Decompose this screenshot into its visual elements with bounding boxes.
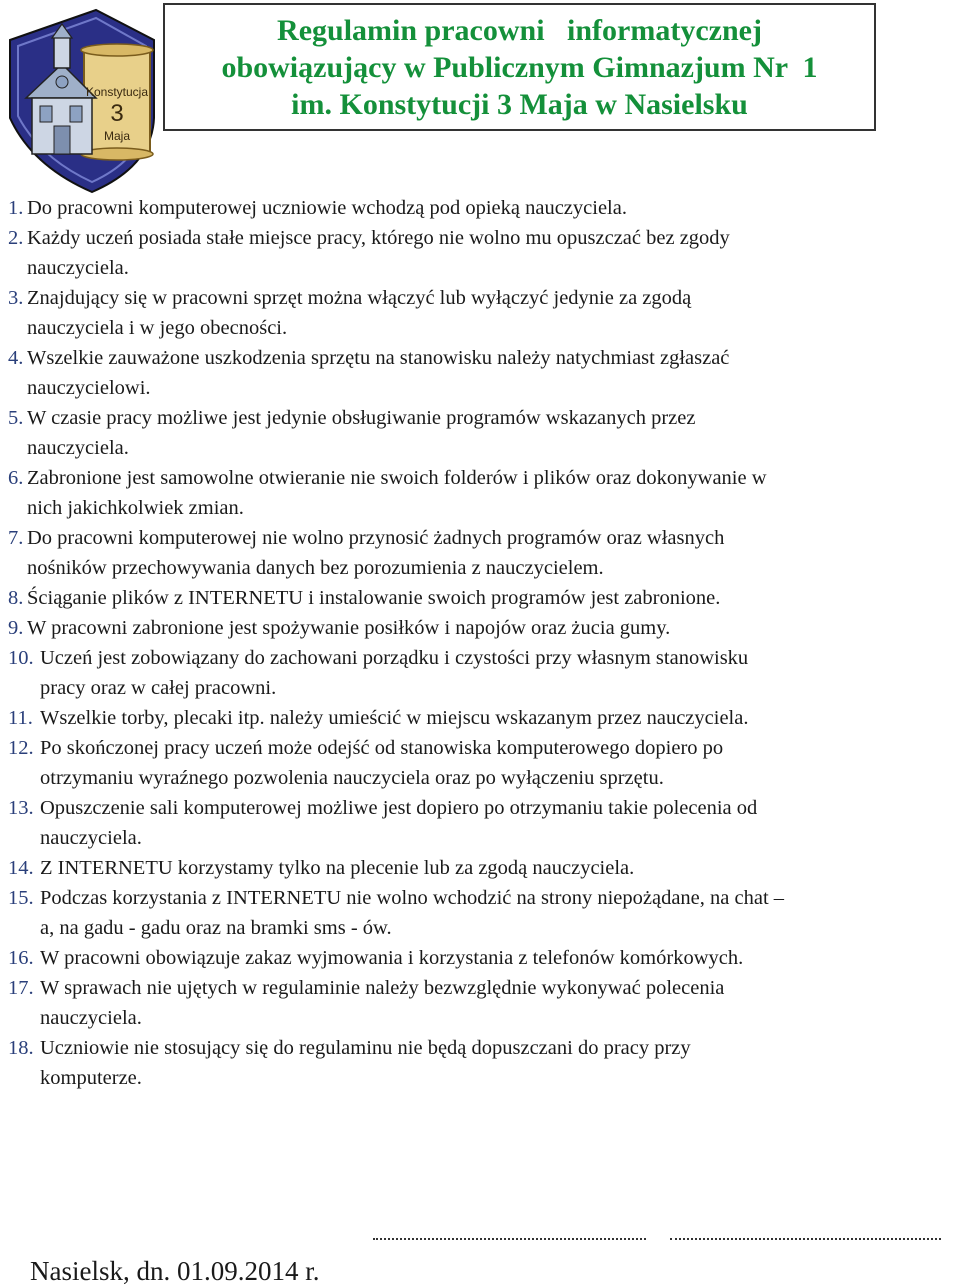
crest-text-line1: Konstytucja [85,85,149,99]
title-line-1: Regulamin pracowni informatycznej [277,13,762,47]
rule-item [8,343,956,403]
rule-number: 1. [8,197,29,219]
rule-item [8,223,956,283]
place-and-date: Nasielsk, dn. 01.09.2014 r. [30,1256,320,1286]
rule-number: 5. [8,407,29,429]
rule-number: 7. [8,527,29,549]
rule-number: 16. [8,947,39,969]
rule-number: 11. [8,707,38,729]
rule-text: Ściąganie plików z INTERNETU i instalowanie swoich programów jest zabronione. [27,587,721,609]
rule-item [8,883,956,943]
rule-item [8,1033,956,1093]
rule-number: 2. [8,227,29,249]
rule-text: W pracowni obowiązuje zakaz wyjmowania i korzystania z telefonów komórkowych. [40,947,744,969]
rule-number: 15. [8,887,39,909]
crest-text-line2: 3 [110,100,124,127]
rule-text: Zabronione jest samowolne otwieranie nie swoich folderów i plików oraz dokonywanie w nich jakichkolwiek zmian. [27,467,767,519]
rules-list [8,193,956,1093]
rule-item [8,583,956,613]
rule-number: 12. [8,737,39,759]
school-crest-logo [4,6,164,196]
rule-item [8,283,956,343]
rule-text: Wszelkie zauważone uszkodzenia sprzętu na stanowisku należy natychmiast zgłaszać nauczycielowi. [27,347,730,399]
rule-item [8,943,956,973]
rule-text: Podczas korzystania z INTERNETU nie wolno wchodzić na strony niepożądane, na chat – a, na gadu - gadu oraz na bramki sms - ów. [40,887,785,939]
rule-number: 4. [8,347,29,369]
rule-number: 10. [8,647,39,669]
rule-number: 3. [8,287,29,309]
rule-item [8,403,956,463]
rule-item [8,853,956,883]
rule-text: W pracowni zabronione jest spożywanie posiłków i napojów oraz żucia gumy. [27,617,671,639]
title-line-2: obowiązujący w Publicznym Gimnazjum Nr 1 [221,50,818,84]
rule-number: 18. [8,1037,39,1059]
rule-text: Z INTERNETU korzystamy tylko na plecenie lub za zgodą nauczyciela. [40,857,635,879]
rule-item [8,643,956,703]
rule-number: 8. [8,587,29,609]
rule-text: Znajdujący się w pracowni sprzęt można włączyć lub wyłączyć jedynie za zgodą nauczyciela i w jego obecności. [27,287,692,339]
title-line-3: im. Konstytucji 3 Maja w Nasielsku [291,87,748,121]
rule-text: Uczeń jest zobowiązany do zachowani porządku i czystości przy własnym stanowisku pracy oraz w całej pracowni. [40,647,749,699]
rule-item [8,463,956,523]
signature-line-1 [373,1238,646,1240]
rule-text: Opuszczenie sali komputerowej możliwe jest dopiero po otrzymaniu takie polecenia od nauczyciela. [40,797,758,849]
rule-text: W sprawach nie ujętych w regulaminie należy bezwzględnie wykonywać polecenia nauczyciela. [40,977,725,1029]
crest-text-line3: Maja [103,129,131,143]
rule-text: Do pracowni komputerowej nie wolno przynosić żadnych programów oraz własnych nośników przechowywania danych bez porozumienia z nauczycielem. [27,527,725,579]
rule-item [8,793,956,853]
crest-emblem-icon [4,6,164,196]
rule-number: 17. [8,977,39,999]
rule-number: 9. [8,617,29,639]
rule-text: Do pracowni komputerowej uczniowie wchodzą pod opieką nauczyciela. [27,197,627,219]
rule-text: Wszelkie torby, plecaki itp. należy umieścić w miejscu wskazanym przez nauczyciela. [40,707,749,729]
rule-number: 14. [8,857,39,879]
rule-text: Po skończonej pracy uczeń może odejść od stanowiska komputerowego dopiero po otrzymaniu wyraźnego pozwolenia nauczyciela oraz po wyłączeniu sprzętu. [40,737,724,789]
rule-text: W czasie pracy możliwe jest jedynie obsługiwanie programów wskazanych przez nauczyciela. [27,407,696,459]
signature-line-2 [670,1238,941,1240]
rule-item [8,703,956,733]
rule-item [8,973,956,1033]
rule-item [8,613,956,643]
rule-text: Każdy uczeń posiada stałe miejsce pracy, którego nie wolno mu opuszczać bez zgody nauczyciela. [27,227,730,279]
rule-number: 6. [8,467,29,489]
rule-item [8,733,956,793]
document-title-box [163,3,876,131]
rule-item [8,193,956,223]
rule-text: Uczniowie nie stosujący się do regulaminu nie będą dopuszczani do pracy przy komputerze. [40,1037,691,1089]
rule-number: 13. [8,797,39,819]
rule-item [8,523,956,583]
